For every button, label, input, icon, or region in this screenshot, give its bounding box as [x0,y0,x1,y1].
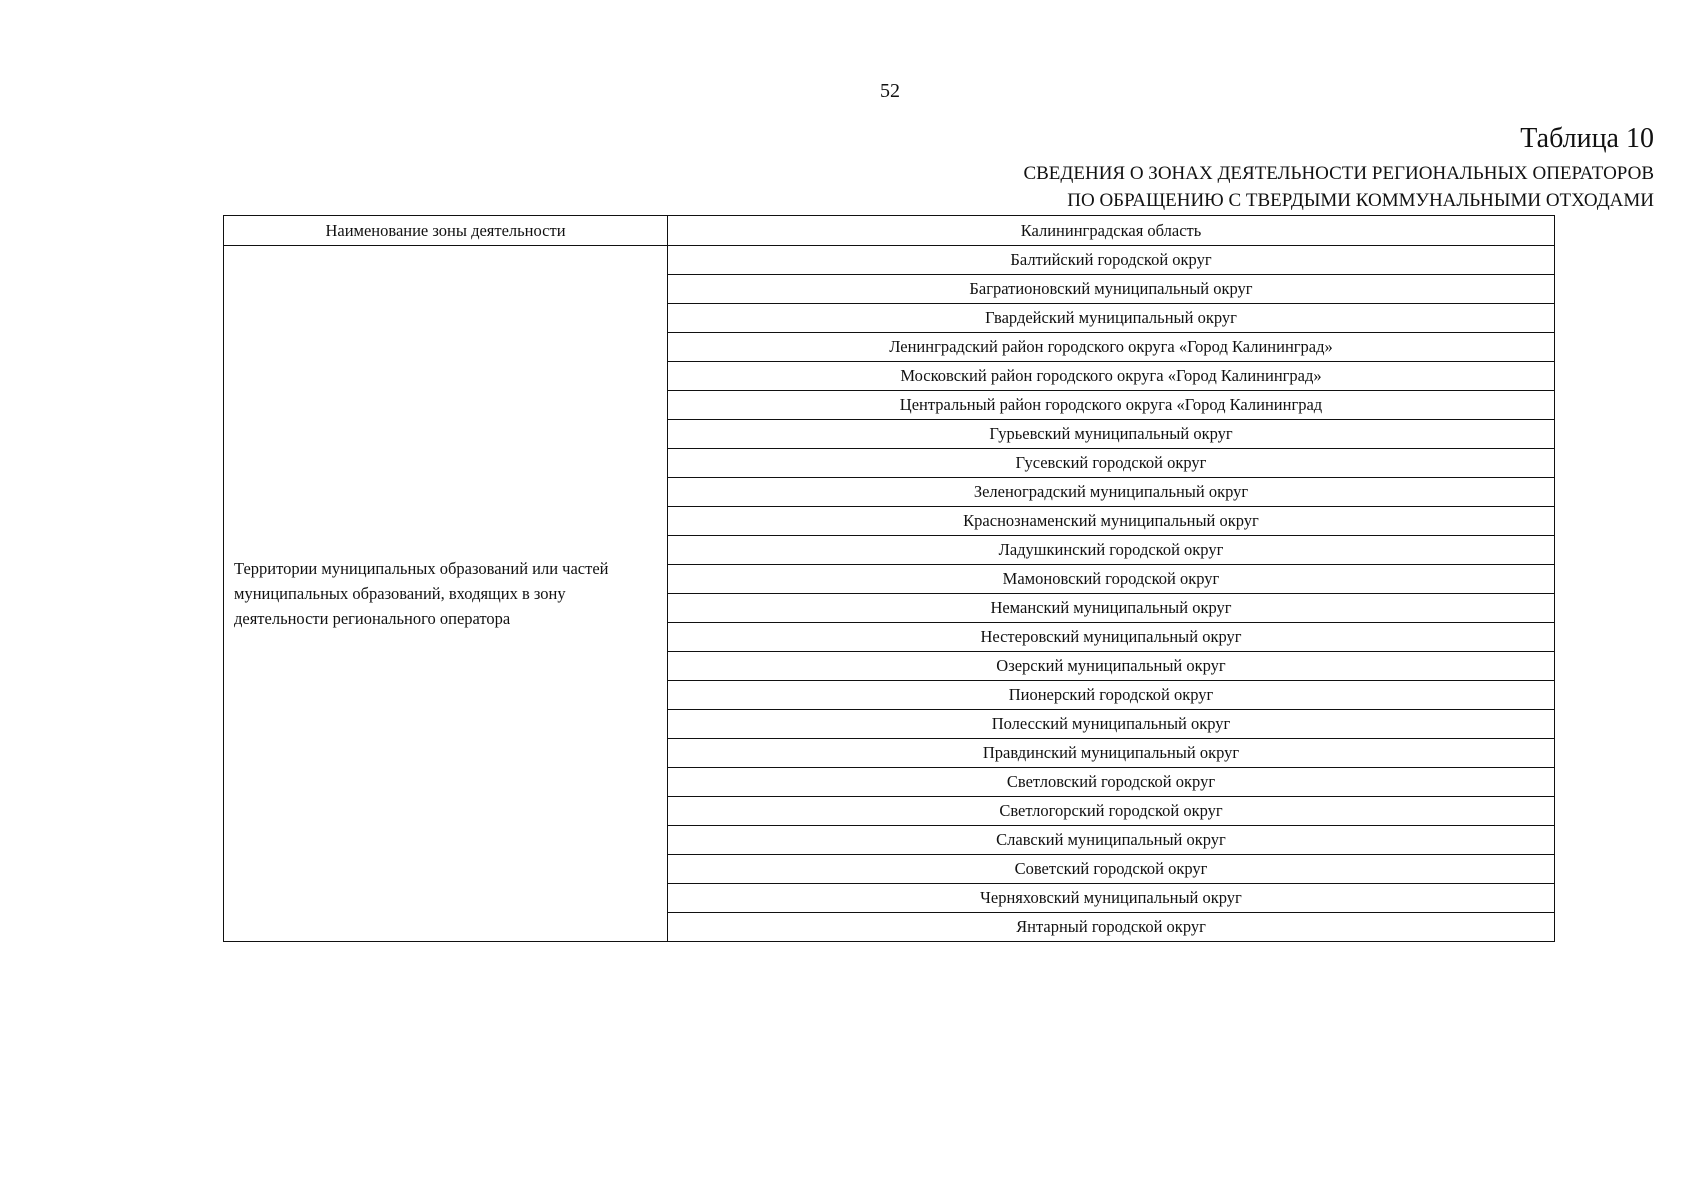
zones-table [223,215,1555,942]
table-body [224,246,1555,942]
municipality-cell: Нестеровский муниципальный округ [668,623,1555,652]
municipality-cell: Озерский муниципальный округ [668,652,1555,681]
municipality-cell: Гурьевский муниципальный округ [668,420,1555,449]
table-row [224,246,1555,275]
municipality-cell: Краснознаменский муниципальный округ [668,507,1555,536]
municipality-cell: Московский район городского округа «Город Калининград» [668,362,1555,391]
municipality-cell: Ладушкинский городской округ [668,536,1555,565]
table-heading [1023,160,1654,214]
municipality-cell: Черняховский муниципальный округ [668,884,1555,913]
municipality-cell: Неманский муниципальный округ [668,594,1555,623]
municipality-cell: Мамоновский городской округ [668,565,1555,594]
municipality-cell: Советский городской округ [668,855,1555,884]
zone-description: Территории муниципальных образований или частей муниципальных образований, входящих в зону деятельности регионального оператора [224,246,668,942]
municipality-cell: Янтарный городской округ [668,913,1555,942]
municipality-cell: Центральный район городского округа «Город Калининград [668,391,1555,420]
table-header-row [224,216,1555,246]
header-region: Калининградская область [668,216,1555,246]
header-zone-name: Наименование зоны деятельности [224,216,668,246]
municipality-cell: Пионерский городской округ [668,681,1555,710]
municipality-cell: Правдинский муниципальный округ [668,739,1555,768]
municipality-cell: Славский муниципальный округ [668,826,1555,855]
municipality-cell: Ленинградский район городского округа «Город Калининград» [668,333,1555,362]
municipality-cell: Балтийский городской округ [668,246,1555,275]
heading-line-2: ПО ОБРАЩЕНИЮ С ТВЕРДЫМИ КОММУНАЛЬНЫМИ ОТХОДАМИ [1067,190,1654,211]
page-number: 52 [880,80,900,102]
heading-line-1: СВЕДЕНИЯ О ЗОНАХ ДЕЯТЕЛЬНОСТИ РЕГИОНАЛЬНЫХ ОПЕРАТОРОВ [1023,163,1654,184]
municipality-cell: Светловский городской округ [668,768,1555,797]
municipality-cell: Багратионовский муниципальный округ [668,275,1555,304]
municipality-cell: Зеленоградский муниципальный округ [668,478,1555,507]
municipality-cell: Светлогорский городской округ [668,797,1555,826]
municipality-cell: Полесский муниципальный округ [668,710,1555,739]
municipality-cell: Гусевский городской округ [668,449,1555,478]
municipality-cell: Гвардейский муниципальный округ [668,304,1555,333]
table-label: Таблица 10 [1520,123,1654,154]
